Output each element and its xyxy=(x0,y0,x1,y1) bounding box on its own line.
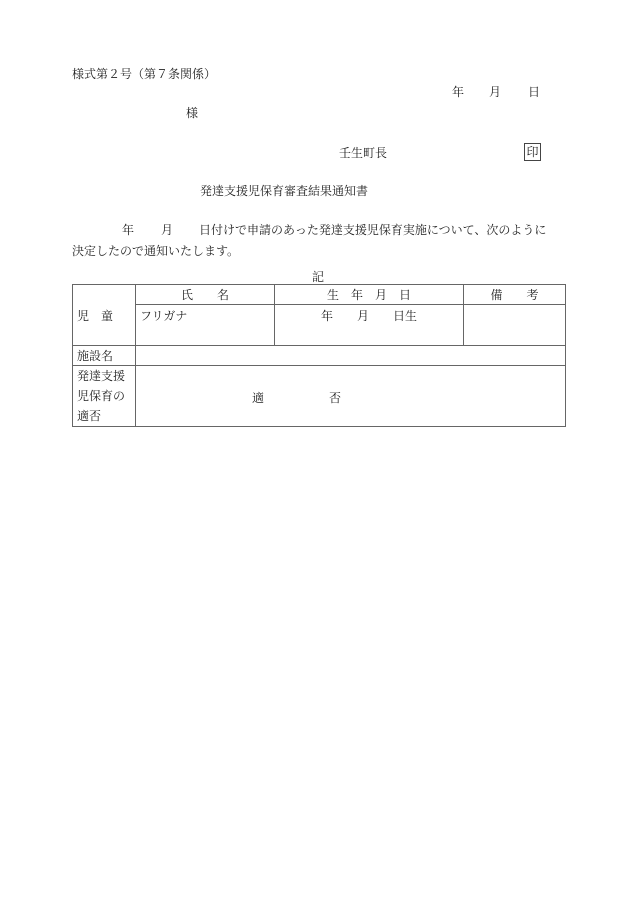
remarks-header: 備 考 xyxy=(464,285,566,305)
child-info-row xyxy=(73,305,566,346)
eligibility-label-line: 発達支援 xyxy=(77,369,126,383)
furigana-field[interactable]: フリガナ xyxy=(136,305,275,346)
birthdate-header: 生 年 月 日 xyxy=(275,285,464,305)
table-header-row xyxy=(73,285,566,305)
body-line2: 決定したので通知いたします。 xyxy=(72,244,240,258)
eligibility-row xyxy=(73,366,566,427)
issuer-name: 壬生町長 xyxy=(339,146,388,160)
eligibility-label-line: 児保育の xyxy=(77,389,126,403)
body-year: 年 xyxy=(122,223,135,237)
facility-row xyxy=(73,346,566,366)
eligibility-yes-option[interactable]: 適 xyxy=(252,391,265,405)
form-number: 様式第２号（第７条関係） xyxy=(72,67,217,81)
date-month-label: 月 xyxy=(489,85,502,99)
remarks-field[interactable] xyxy=(464,305,566,346)
recipient-suffix: 様 xyxy=(186,106,199,120)
document-title: 発達支援児保育審査結果通知書 xyxy=(200,184,369,198)
facility-label: 施設名 xyxy=(73,346,136,366)
body-month: 月 xyxy=(161,223,174,237)
birthdate-field[interactable]: 年 月 日生 xyxy=(275,305,464,346)
seal-mark: 印 xyxy=(524,143,541,161)
eligibility-field xyxy=(136,366,566,427)
date-year-label: 年 xyxy=(452,85,465,99)
eligibility-label xyxy=(73,366,136,427)
facility-field[interactable] xyxy=(136,346,566,366)
body-line1: 日付けで申請のあった発達支援児保育実施について、次のように xyxy=(199,223,547,237)
notification-table xyxy=(72,284,566,427)
ki-label: 記 xyxy=(312,270,325,284)
eligibility-label-line: 適否 xyxy=(77,409,102,423)
child-label: 児 童 xyxy=(73,285,136,346)
eligibility-no-option[interactable]: 否 xyxy=(329,391,342,405)
date-day-label: 日 xyxy=(528,85,541,99)
name-header: 氏 名 xyxy=(136,285,275,305)
